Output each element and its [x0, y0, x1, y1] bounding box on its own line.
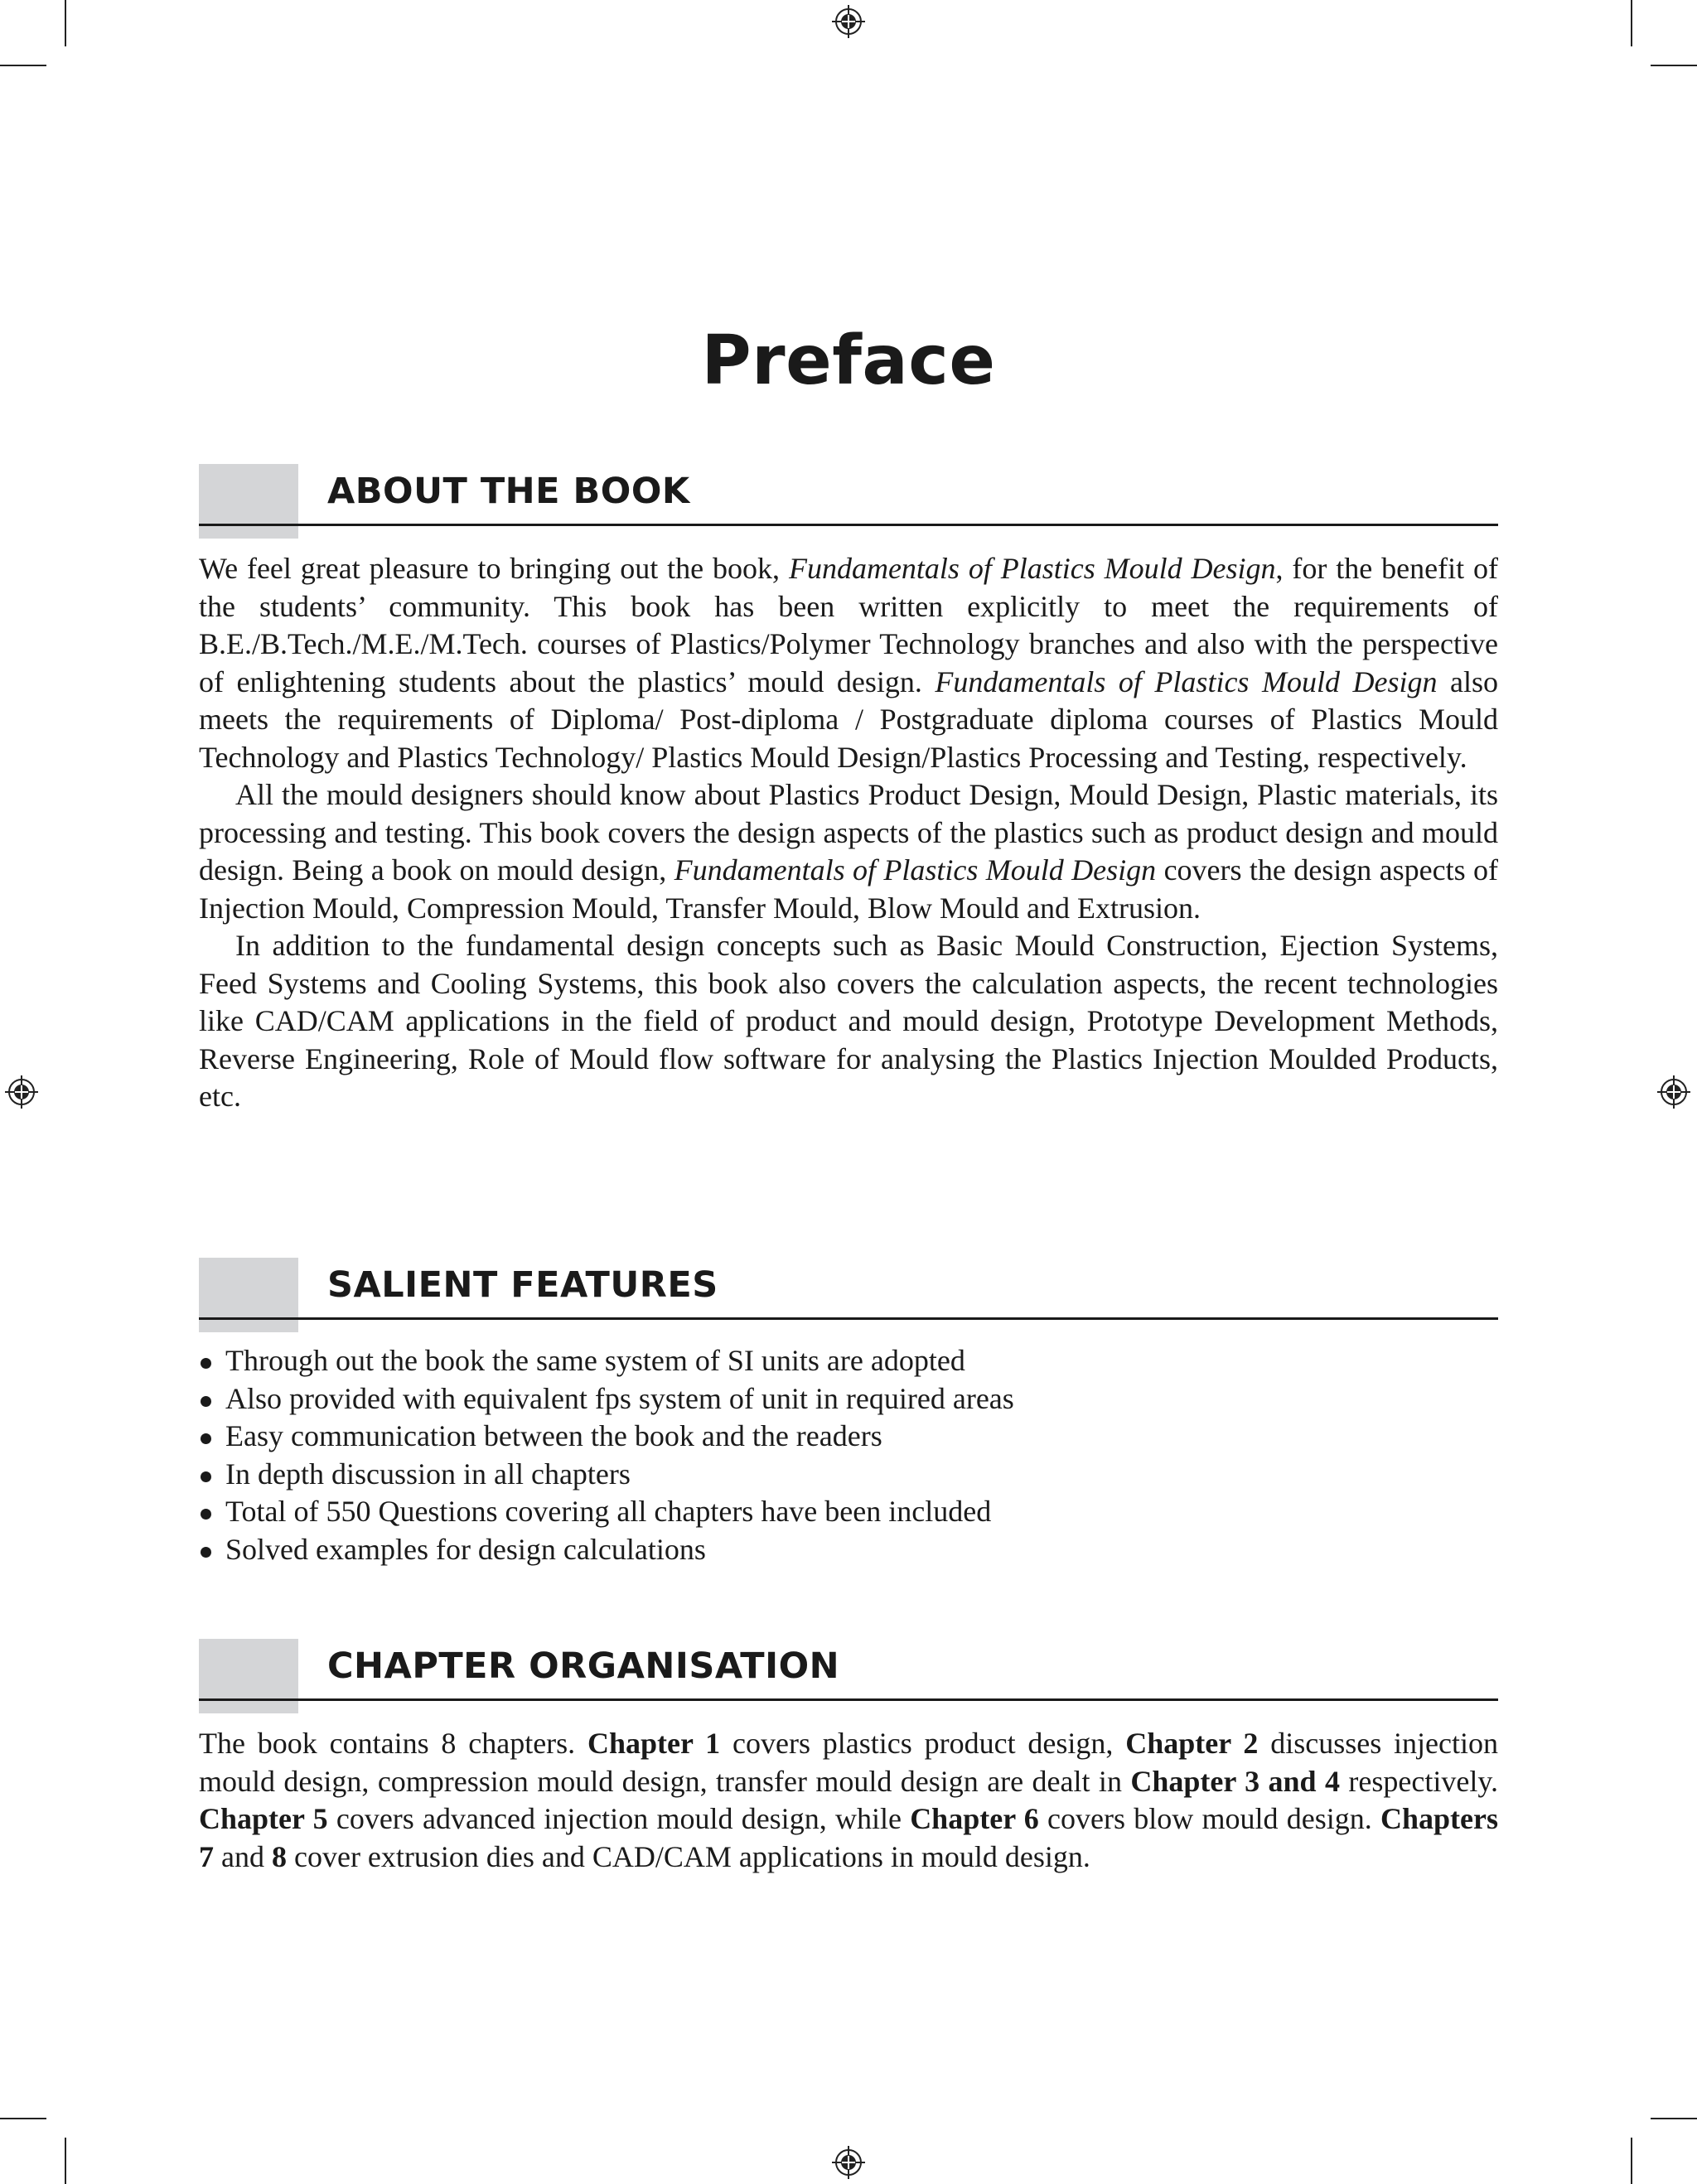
heading-block	[199, 1639, 298, 1713]
heading-block	[199, 464, 298, 539]
chapter-ref: Chapter 6	[910, 1802, 1039, 1835]
heading-rule	[199, 1317, 1498, 1320]
registration-mark-icon	[832, 5, 865, 38]
registration-mark-icon	[5, 1075, 38, 1109]
crop-mark	[65, 2138, 66, 2184]
section-heading	[199, 1639, 1498, 1713]
section-heading	[199, 464, 1498, 539]
page-title: Preface	[701, 321, 996, 400]
book-title: Fundamentals of Plastics Mould Design	[674, 853, 1157, 887]
list-item: Easy communication between the book and the readers	[199, 1418, 1498, 1456]
about-paragraph-1: We feel great pleasure to bringing out the book, Fundamentals of Plastics Mould Design, for the benefit of the students’ community. This book has been written explicitly to meet the requirements of B.E./B.Tech./M.E./M.Tech. courses of Plastics/Polymer Technology branches and also with the perspective of enlightening students about the plastics’ mould design. Fundamentals of Plastics Mould Design also meets the requirements of Diploma/ Post-diploma / Postgraduate diploma courses of Plastics Mould Technology and Plastics Technology/ Plastics Mould Design/Plastics Processing and Testing, respectively.	[199, 552, 1498, 774]
section-heading	[199, 1258, 1498, 1332]
chapter-paragraph: The book contains 8 chapters. Chapter 1 covers plastics product design, Chapter 2 discusses injection mould design, compression mould design, transfer mould design are dealt in Chapter 3 and 4 respectively. Chapter 5 covers advanced injection mould design, while Chapter 6 covers blow mould design. Chapters 7 and 8 cover extrusion dies and CAD/CAM applications in mould design.	[199, 1727, 1499, 1873]
chapter-body	[199, 1725, 1498, 1876]
bullet-icon	[201, 1396, 211, 1407]
feature-list	[199, 1342, 1498, 1568]
crop-mark	[1631, 2138, 1632, 2184]
list-item: Total of 550 Questions covering all chapters have been included	[199, 1493, 1498, 1531]
bullet-icon	[201, 1358, 211, 1369]
section-title: ABOUT THE BOOK	[327, 471, 690, 512]
chapter-ref: Chapter 5	[199, 1802, 328, 1835]
crop-mark	[0, 2118, 46, 2119]
salient-section	[199, 1258, 1498, 1568]
about-body	[199, 550, 1498, 1116]
about-section	[199, 464, 1498, 1116]
crop-mark	[1651, 65, 1697, 66]
book-title: Fundamentals of Plastics Mould Design	[788, 552, 1276, 585]
chapter-ref: Chapter 2	[1125, 1727, 1259, 1760]
chapter-ref: 8	[271, 1839, 287, 1873]
bullet-icon	[201, 1547, 211, 1558]
chapter-ref: Chapters 7	[199, 1802, 1498, 1873]
crop-mark	[0, 65, 46, 66]
bullet-icon	[201, 1433, 211, 1444]
chapter-section	[199, 1639, 1498, 1876]
list-item: Through out the book the same system of SI units are adopted	[199, 1342, 1498, 1380]
bullet-icon	[201, 1471, 211, 1482]
book-title: Fundamentals of Plastics Mould Design	[935, 664, 1438, 698]
list-item: Also provided with equivalent fps system of unit in required areas	[199, 1380, 1498, 1418]
crop-mark	[65, 0, 66, 46]
list-item: In depth discussion in all chapters	[199, 1456, 1498, 1494]
chapter-ref: Chapter 3 and 4	[1130, 1764, 1340, 1798]
crop-mark	[1651, 2118, 1697, 2119]
heading-rule	[199, 524, 1498, 526]
heading-block	[199, 1258, 298, 1332]
about-paragraph-2: All the mould designers should know about Plastics Product Design, Mould Design, Plastic materials, its processing and testing. This book covers the design aspects of the plastics such as product design and mould design. Being a book on mould design, Fundamentals of Plastics Mould Design covers the design aspects of Injection Mould, Compression Mould, Transfer Mould, Blow Mould and Extrusion.	[199, 778, 1498, 925]
section-title: CHAPTER ORGANISATION	[327, 1645, 840, 1687]
section-title: SALIENT FEATURES	[327, 1264, 718, 1306]
crop-mark	[1631, 0, 1632, 46]
heading-rule	[199, 1698, 1498, 1701]
list-item: Solved examples for design calculations	[199, 1531, 1498, 1569]
about-paragraph-3: In addition to the fundamental design concepts such as Basic Mould Construction, Ejection Systems, Feed Systems and Cooling Systems, this book also covers the calculation aspects, the recent technologies like CAD/CAM applications in the field of product and mould design, Prototype Development Methods, Reverse Engineering, Role of Mould flow software for analysing the Plastics Injection Moulded Products, etc.	[199, 929, 1498, 1113]
bullet-icon	[201, 1509, 211, 1520]
chapter-ref: Chapter 1	[587, 1727, 721, 1760]
registration-mark-icon	[1657, 1075, 1690, 1109]
registration-mark-icon	[832, 2146, 865, 2179]
